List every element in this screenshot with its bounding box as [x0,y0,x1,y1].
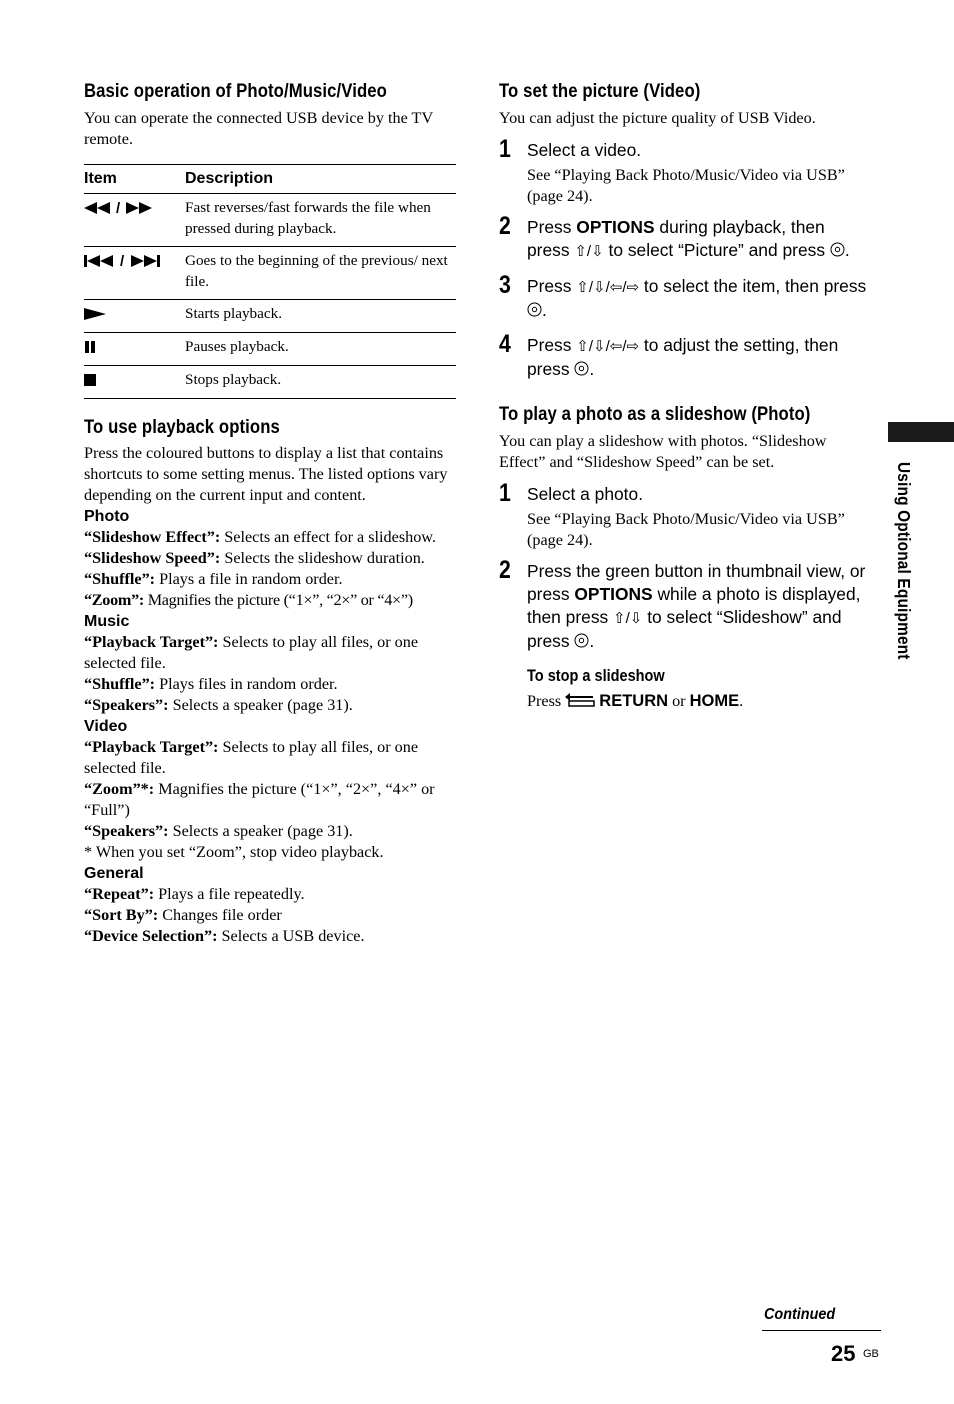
options-button-label: OPTIONS [576,217,655,237]
table-header-description: Description [185,165,456,194]
slideshow-step-1: 1 Select a photo. See “Playing Back Photo/Music/Video via USB” (page 24). [499,479,845,549]
option-item: “Slideshow Speed”: Selects the slideshow duration. [84,549,425,567]
photo-subheading: Photo [84,508,130,525]
step-number: 2 [499,556,511,584]
table-row: / Goes to the beginning of the previous/ next file. [84,247,456,300]
footer-rule [762,1330,881,1331]
right-column [499,80,871,712]
table-header-item: Item [84,165,185,194]
operation-table [84,164,456,399]
continued-label: Continued [764,1306,836,1323]
option-item: “Sort By”: Changes file order [84,906,282,924]
set-picture-intro: You can adjust the picture quality of USB Video. [499,109,816,127]
play-icon [84,308,106,320]
slideshow-intro: You can play a slideshow with photos. “Slideshow Effect” and “Slideshow Speed” can be set. [499,432,827,471]
playback-options-heading: To use playback options [84,417,280,438]
table-cell-description: Goes to the beginning of the previous/ next file. [185,247,456,300]
table-header-row [84,165,456,194]
option-item: “Repeat”: Plays a file repeatedly. [84,885,305,903]
fast-forward-icon [126,202,152,214]
picture-step-4: 4 Press ⇧/⇩/⇦/⇨ to adjust the setting, then press . [499,330,839,379]
picture-step-2: 2 Press OPTIONS during playback, then press ⇧/⇩ to select “Picture” and press . [499,212,850,260]
up-down-arrow-icon: ⇧/⇩ [613,610,643,627]
table-row: / Fast reverses/fast forwards the file when pressed during playback. [84,194,456,247]
video-subheading: Video [84,718,128,735]
step-number: 2 [499,212,511,240]
option-item: “Device Selection”: Selects a USB device. [84,927,365,945]
return-icon [565,693,595,707]
basic-operation-intro: You can operate the connected USB device by the TV remote. [84,109,433,148]
basic-operation-heading: Basic operation of Photo/Music/Video [84,81,387,102]
page-number: 25 [831,1341,856,1366]
stop-slideshow-heading: To stop a slideshow [527,667,665,685]
step-number: 1 [499,479,511,507]
option-item: “Speakers”: Selects a speaker (page 31). [84,822,353,840]
option-item: “Shuffle”: Plays files in random order. [84,675,338,693]
step-number: 3 [499,271,511,299]
four-way-arrow-icon: ⇧/⇩/⇦/⇨ [576,338,640,355]
stop-slideshow-instruction: Press RETURN or HOME. [527,692,744,710]
general-subheading: General [84,865,144,882]
option-item: “Zoom”: Magnifies the picture (“1×”, “2×” or “4×”) [84,591,413,609]
enter-icon [574,361,589,376]
option-item: “Playback Target”: Selects to play all files, or one selected file. [84,738,419,777]
picture-step-1: 1 Select a video. See “Playing Back Photo/Music/Video via USB” (page 24). [499,135,845,205]
slideshow-heading: To play a photo as a slideshow (Photo) [499,404,811,425]
enter-icon [574,633,589,648]
table-row [84,366,456,399]
picture-step-3: 3 Press ⇧/⇩/⇦/⇨ to select the item, then press . [499,271,867,320]
table-row [84,333,456,366]
enter-icon [527,302,542,317]
previous-icon [84,255,114,267]
table-cell-description: Pauses playback. [185,333,456,366]
option-item: “Speakers”: Selects a speaker (page 31). [84,696,353,714]
up-down-arrow-icon: ⇧/⇩ [574,243,604,260]
option-item: “Zoom”*: Magnifies the picture (“1×”, “2×”, “4×” or “Full”) [84,780,435,819]
table-cell-description: Fast reverses/fast forwards the file when pressed during playback. [185,194,456,247]
stop-icon [84,374,96,386]
step-number: 1 [499,135,511,163]
table-row [84,300,456,333]
options-button-label: OPTIONS [574,584,653,604]
page-language-suffix: GB [863,1348,879,1360]
four-way-arrow-icon: ⇧/⇩/⇦/⇨ [576,279,640,296]
music-subheading: Music [84,613,130,630]
playback-options-intro: Press the coloured buttons to display a list that contains shortcuts to some setting menus. The listed options vary depending on the current input and content. [84,444,448,504]
section-side-label: Using Optional Equipment [894,462,914,660]
step-number: 4 [499,330,511,358]
option-item: “Shuffle”: Plays a file in random order. [84,570,343,588]
table-cell-description: Stops playback. [185,366,456,399]
pause-icon [84,341,96,353]
option-item: “Playback Target”: Selects to play all files, or one selected file. [84,633,419,672]
section-tab-marker [888,422,954,442]
video-note: * When you set “Zoom”, stop video playback. [84,843,384,861]
set-picture-heading: To set the picture (Video) [499,81,701,102]
option-item: “Slideshow Effect”: Selects an effect for a slideshow. [84,528,436,546]
slideshow-step-2: 2 Press the green button in thumbnail view, or press OPTIONS while a photo is displayed, then press ⇧/⇩ to select “Slideshow” and press . To stop a slideshow Press RETURN or HOME. [499,560,871,712]
fast-reverse-icon [84,202,110,214]
next-icon [130,255,160,267]
enter-icon [830,242,845,257]
table-cell-description: Starts playback. [185,300,456,333]
left-column [84,80,456,947]
